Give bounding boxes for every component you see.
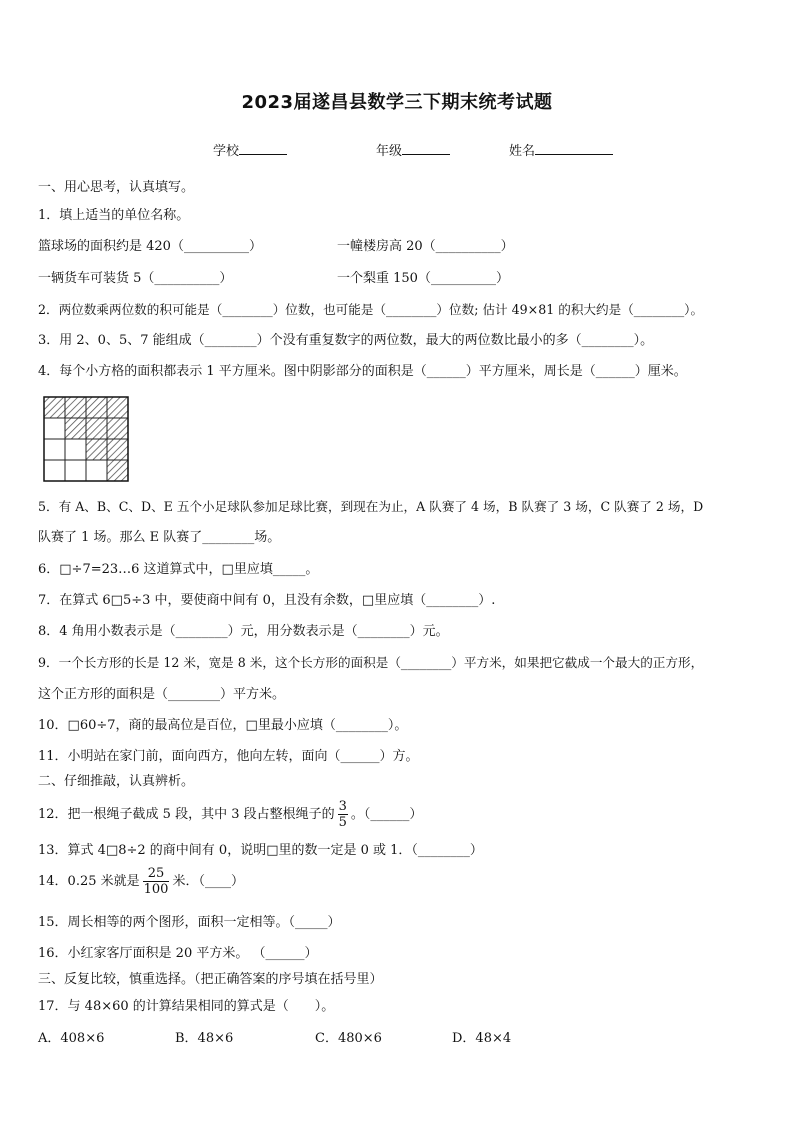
fraction-denominator: 5	[338, 815, 347, 830]
question-1c: 一辆货车可装货 5（__________）	[38, 271, 233, 286]
name-blank[interactable]	[535, 140, 613, 155]
question-7: 7．在算式 6□5÷3 中，要使商中间有 0，且没有余数，□里应填（________）.	[38, 593, 496, 608]
option-c[interactable]: C．480×6	[315, 1031, 382, 1046]
grid-cell	[44, 439, 65, 460]
shaded-grid-cell	[44, 397, 65, 418]
question-14	[38, 866, 244, 897]
school-field	[213, 140, 287, 159]
fraction-denominator: 100	[143, 882, 169, 897]
shaded-grid-cell	[107, 439, 128, 460]
shaded-grid-cell	[65, 418, 86, 439]
question-14-answer: 米．（____）	[172, 874, 244, 889]
grid-cell	[65, 460, 86, 481]
grade-label: 年级	[376, 144, 403, 159]
question-5-line2: 队赛了 1 场。那么 E 队赛了________场。	[38, 530, 281, 545]
grade-blank[interactable]	[402, 140, 450, 155]
fraction-25-100	[143, 866, 170, 897]
section-1-heading: 一、用心思考，认真填写。	[38, 180, 195, 195]
question-12	[38, 799, 422, 830]
question-9-line2: 这个正方形的面积是（________）平方米。	[38, 687, 286, 702]
section-3-heading: 三、反复比较，慎重选择。（把正确答案的序号填在括号里）	[38, 972, 383, 987]
question-8: 8．4 角用小数表示是（________）元，用分数表示是（________）元。	[38, 624, 449, 639]
name-label: 姓名	[509, 144, 536, 159]
question-1: 1．填上适当的单位名称。	[38, 208, 190, 223]
shaded-grid-cell	[86, 397, 107, 418]
school-label: 学校	[213, 144, 240, 159]
question-12-text: 12．把一根绳子截成 5 段，其中 3 段占整根绳子的	[38, 807, 335, 822]
option-d[interactable]: D．48×4	[452, 1031, 512, 1046]
shaded-grid-cell	[65, 397, 86, 418]
option-a[interactable]: A．408×6	[38, 1031, 105, 1046]
question-4: 4．每个小方格的面积都表示 1 平方厘米。图中阴影部分的面积是（______）平方厘米，周长是（______）厘米。	[38, 364, 687, 379]
question-12-answer: 。（______）	[350, 807, 423, 822]
question-1d: 一个梨重 150（__________）	[337, 271, 509, 286]
question-13: 13．算式 4□8÷2 的商中间有 0，说明□里的数一定是 0 或 1．（________）	[38, 843, 483, 858]
shaded-grid-cell	[107, 418, 128, 439]
option-b[interactable]: B．48×6	[175, 1031, 234, 1046]
question-14-text: 14．0.25 米就是	[38, 874, 140, 889]
grid-cell	[44, 418, 65, 439]
school-blank[interactable]	[239, 140, 287, 155]
shaded-grid-cell	[107, 460, 128, 481]
shaded-grid-cell	[86, 418, 107, 439]
fraction-numerator: 25	[143, 866, 170, 882]
question-10: 10．□60÷7，商的最高位是百位，□里最小应填（________）。	[38, 718, 408, 733]
question-5-line1: 5．有 A、B、C、D、E 五个小足球队参加足球比赛，到现在为止，A 队赛了 4 场，B 队赛了 3 场，C 队赛了 2 场，D	[38, 499, 704, 514]
question-1b: 一幢楼房高 20（__________）	[337, 239, 514, 254]
grade-field	[376, 140, 450, 159]
question-3: 3．用 2、0、5、7 能组成（________）个没有重复数字的两位数，最大的两位数比最小的多（________）。	[38, 333, 654, 348]
shaded-grid-cell	[86, 439, 107, 460]
name-field	[509, 140, 613, 159]
shaded-grid-figure	[43, 396, 131, 484]
fraction-numerator: 3	[338, 799, 347, 814]
question-15: 15．周长相等的两个图形，面积一定相等。（_____）	[38, 915, 341, 930]
question-6: 6．□÷7=23…6 这道算式中，□里应填_____。	[38, 562, 319, 577]
question-1a: 篮球场的面积约是 420（__________）	[38, 239, 262, 254]
shaded-grid-cell	[107, 397, 128, 418]
page-title: 2023届遂昌县数学三下期末统考试题	[241, 92, 553, 113]
question-9-line1: 9．一个长方形的长是 12 米，宽是 8 米，这个长方形的面积是（________）平方米，如果把它截成一个最大的正方形，	[38, 655, 704, 670]
grid-cell	[65, 439, 86, 460]
question-17: 17．与 48×60 的计算结果相同的算式是（ ）。	[38, 999, 335, 1014]
grid-cell	[86, 460, 107, 481]
section-2-heading: 二、仔细推敲，认真辨析。	[38, 774, 195, 789]
grid-cell	[44, 460, 65, 481]
question-16: 16．小红家客厅面积是 20 平方米。 （______）	[38, 946, 318, 961]
fraction-3-5	[338, 799, 348, 830]
question-11: 11．小明站在家门前，面向西方，他向左转，面向（______）方。	[38, 749, 419, 764]
question-2: 2．两位数乘两位数的积可能是（________）位数，也可能是（________）位数; 估计 49×81 的积大约是（________）。	[38, 302, 704, 317]
